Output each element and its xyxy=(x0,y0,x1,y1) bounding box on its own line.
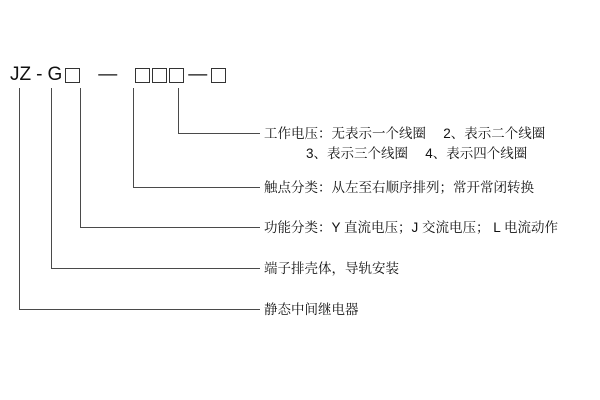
code-dash-1: - xyxy=(36,64,43,85)
leader-hline-working-voltage xyxy=(178,133,260,134)
leader-hline-function xyxy=(80,227,260,228)
code-dash-2: — xyxy=(98,64,118,85)
code-box-2 xyxy=(135,68,150,83)
leader-vline-working-voltage xyxy=(178,88,179,134)
annotation-contact-classification-line1: 触点分类：从左至右顺序排列；常开常闭转换 xyxy=(264,180,534,195)
code-dash-3: — xyxy=(188,64,208,85)
leader-hline-static-relay xyxy=(19,309,260,310)
annotation-function-classification-line1: 功能分类：Y 直流电压；J 交流电压； L 电流动作 xyxy=(264,220,559,235)
leader-vline-contact xyxy=(133,88,134,188)
annotation-static-relay-line1: 静态中间继电器 xyxy=(264,302,359,317)
annotation-working-voltage-line1: 工作电压：无表示一个线圈 2、表示二个线圈 xyxy=(264,126,546,141)
annotation-terminal-housing-line1: 端子排壳体，导轨安装 xyxy=(264,261,399,276)
leader-vline-function xyxy=(80,88,81,228)
code-prefix: JZ xyxy=(10,64,32,85)
model-code xyxy=(8,62,227,88)
annotation-function-classification xyxy=(264,218,558,238)
leader-vline-terminal xyxy=(51,88,52,269)
leader-hline-terminal xyxy=(51,268,260,269)
code-box-5 xyxy=(211,68,226,83)
annotation-contact-classification xyxy=(264,178,534,198)
code-letter-g: G xyxy=(47,64,63,85)
annotation-static-relay xyxy=(264,300,359,320)
leader-vline-static-relay xyxy=(19,88,20,310)
code-box-group xyxy=(134,68,185,83)
code-box-4 xyxy=(169,68,184,83)
code-box-1 xyxy=(65,68,80,83)
leader-hline-contact xyxy=(133,187,260,188)
annotation-working-voltage xyxy=(264,124,545,164)
annotation-working-voltage-line2: 3、表示三个线圈 4、表示四个线圈 xyxy=(306,146,528,161)
annotation-terminal-housing xyxy=(264,259,399,279)
code-box-3 xyxy=(152,68,167,83)
